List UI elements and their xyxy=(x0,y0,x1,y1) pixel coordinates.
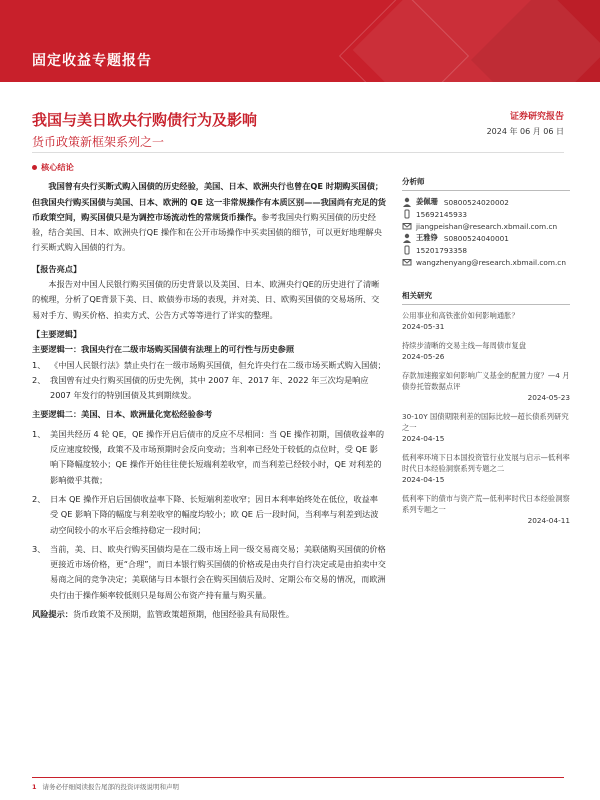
analyst-name-row: 王雅铮 S0800524040001 xyxy=(402,232,570,244)
related-heading: 相关研究 xyxy=(402,290,570,305)
email-icon xyxy=(402,221,412,231)
report-subtitle: 货币政策新框架系列之一 xyxy=(32,135,165,149)
logic2-title: 主要逻辑二：美国、日本、欧洲量化宽松经验参考 xyxy=(32,409,213,420)
analysts-heading: 分析师 xyxy=(402,176,570,191)
analyst-email[interactable]: wangzhenyang@research.xbmail.com.cn xyxy=(402,256,570,268)
bullet-icon xyxy=(32,165,37,170)
disclaimer: 请务必仔细阅读报告尾部的投资评级说明和声明 xyxy=(42,783,180,791)
person-icon xyxy=(402,197,412,207)
email-icon xyxy=(402,257,412,267)
analyst-phone: 15692145933 xyxy=(402,208,570,220)
related-research-item[interactable]: 低利率环境下日本国投资管行业发展与启示—低利率时代日本经验洞察系列专题之二 2024-04-15 xyxy=(402,453,570,484)
related-research-item[interactable]: 低利率下的债市与资产荒—低利率时代日本经验洞察系列专题之一 2024-04-11 xyxy=(402,494,570,525)
related-research-item[interactable]: 存款加速搬家如何影响广义基金的配置力度？—4 月债券托管数据点评 2024-05-23 xyxy=(402,371,570,402)
analyst-phone: 15201793358 xyxy=(402,244,570,256)
report-date: 2024 年 06 月 06 日 xyxy=(486,127,564,136)
list-item: 3、 当前，美、日、欧央行购买国债均是在二级市场上同一级交易商交易；美联储购买国债的价格更接近市场价格，更“合理”，而日本银行购买国债的价格或是由央行自行决定或是由拍卖中交易商之间的竞争决定；美联储与日本银行会在购买国债后及时、定期公布交易的情况，而欧洲央行由于操作频率较低则只是每周公布资产持有量与购买量。 xyxy=(32,543,386,600)
page-number: 1 xyxy=(32,783,37,791)
risk-warning: 风险提示：货币政策不及预期，监管政策超预期，他国经验具有局限性。 xyxy=(32,609,295,620)
highlights-heading: 【报告亮点】 xyxy=(32,263,82,274)
core-heading: 核心结论 xyxy=(32,160,386,175)
list-item: 2、 日本 QE 操作开启后国债收益率下降、长短端利差收窄；因日本利率始终处在低位，收益率受 QE 影响下降的幅度与利差收窄的幅度均较小；欧 QE 后一段时间，当利率与利差到达波动空间较小的水平后会维持稳定一段时间； xyxy=(32,493,379,535)
logic1-title: 主要逻辑一：我国央行在二级市场购买国债有法理上的可行性与历史参照 xyxy=(32,344,295,355)
banner-title: 固定收益专题报告 xyxy=(32,53,152,69)
divider xyxy=(32,152,564,153)
main-content xyxy=(32,160,386,622)
list-item: 1、 美国共经历 4 轮 QE，QE 操作开启后债市的反应不尽相同：当 QE 操作初期，国债收益率的反应速度较慢，政策不及市场预期时会反向变动；当利率已经处于较低的点位时，受 QE 影响下降幅度较小；QE 操作开始往往使长短端利差收窄，而当利差已经较小时，QE 对利差的影响微乎其微； xyxy=(32,428,385,485)
list-item: 2、 我国曾有过央行购买国债的历史先例，其中 2007 年、2017 年、2022 年三次均是响应 2007 年发行的特别国债及其到期续发。 xyxy=(32,374,369,401)
related-research-item[interactable]: 30-10Y 国债期限利差的国际比较—超长债系列研究之一 2024-04-15 xyxy=(402,412,569,443)
analyst-name-row: 姜佩珊 S0800524020002 xyxy=(402,196,570,208)
analyst-email[interactable]: jiangpeishan@research.xbmail.com.cn xyxy=(402,220,570,232)
highlights-text: 本报告对中国人民银行购买国债的历史背景以及美国、日本、欧洲央行QE的历史进行了清晰的梳理，分析了QE背景下美、日、欧债券市场的表现，并对美、日、欧购买国债的交易场所、交易对手方、购买价格、拍卖方式、公告方式等等进行了详实的整理。 xyxy=(32,279,380,320)
phone-icon xyxy=(402,209,412,219)
sidebar xyxy=(402,176,570,526)
header-banner xyxy=(0,0,600,82)
related-research-item[interactable]: 公用事业和高铁涨价如何影响通胀？ 2024-05-31 xyxy=(402,311,519,331)
footer xyxy=(32,777,564,791)
phone-icon xyxy=(402,245,412,255)
person-icon xyxy=(402,233,412,243)
report-title: 我国与美日欧央行购债行为及影响 xyxy=(32,111,258,129)
list-item: 1、 《中国人民银行法》禁止央行在一级市场购买国债，但允许央行在二级市场买断式购入国债； xyxy=(32,359,386,370)
related-research-item[interactable]: 持续步清晰的交易主线—每周债市复盘 2024-05-26 xyxy=(402,341,527,361)
report-type: 证券研究报告 xyxy=(509,112,564,122)
core-paragraph: 我国曾有央行买断式购入国债的历史经验，美国、日本、欧洲央行也曾在QE 时期购买国债；但我国央行购买国债与美国、日本、欧洲的 QE 这一非常规操作有本质区别——我国尚有充足的货币政策空间，购买国债只是为调控市场流动性的常规货币操作。参考我国央行购买国债的历史经验，结合美国、日本、欧洲央行QE 操作和在公开市场操作中买卖国债的细节，可以更好地理解央行买断式购入国债的行为。 xyxy=(32,181,386,253)
logic-heading: 【主要逻辑】 xyxy=(32,328,82,339)
